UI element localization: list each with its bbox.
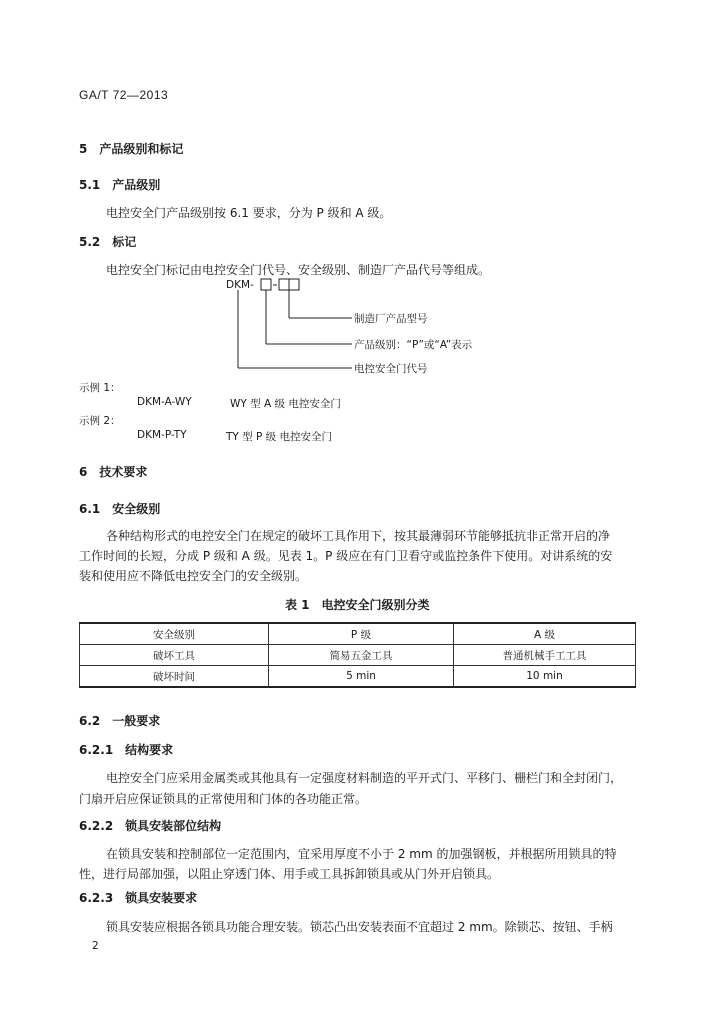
section-5-2-text: 电控安全门标记由电控安全门代号、安全级别、制造厂产品代号等组成。 [106,263,491,277]
section-5-2-title: 5.2 标记 [79,235,137,249]
standard-number: GA/T 72—2013 [79,88,169,102]
example-1-code: DKM-A-WY [137,396,192,408]
section-6-2-1-line1: 电控安全门应采用金属类或其他具有一定强度材料制造的平开式门、平移门、栅栏门和全封闭门， [106,771,623,785]
table-cell: 破坏时间 [80,666,269,688]
table-cell: 5 min [269,666,454,688]
marking-code-prefix: DKM- [226,279,254,291]
section-6-1-line1: 各种结构形式的电控安全门在规定的破坏工具作用下，按其最薄弱环节能够抵抗非正常开启的净 [106,529,611,543]
label-manufacturer-model: 制造厂产品型号 [354,313,428,325]
table-cell: 破坏工具 [80,645,269,666]
example-1-label: 示例 1： [79,382,121,394]
section-6-1-line2: 工作时间的长短，分成 P 级和 A 级。见表 1。P 级应在有门卫看守或监控条件下使用。对讲系统的安 [79,549,613,563]
table-cell: 简易五金工具 [269,645,454,666]
section-6-2-3-line1: 锁具安装应根据各锁具功能合理安装。锁芯凸出安装表面不宜超过 2 mm。除锁芯、按钮、手柄 [106,920,613,934]
section-5-1-title: 5.1 产品级别 [79,178,161,192]
section-6-1-title: 6.1 安全级别 [79,502,161,516]
section-6-2-2-title: 6.2.2 锁具安装部位结构 [79,819,222,833]
section-6-2-2-line1: 在锁具安装和控制部位一定范围内，宜采用厚度不小于 2 mm 的加强钢板，并根据所用锁具的特 [106,847,617,861]
example-1-desc: WY 型 A 级 电控安全门 [230,398,341,410]
example-2-code: DKM-P-TY [137,429,187,441]
table-1-caption: 表 1 电控安全门级别分类 [285,598,430,612]
table-row [80,623,636,645]
table-cell: A 级 [454,623,636,645]
table-1 [79,622,636,688]
table-cell: 普通机械手工工具 [454,645,636,666]
section-6-2-1-line2: 门扇开启应保证锁具的正常使用和门体的各功能正常。 [79,792,368,806]
section-6-2-title: 6.2 一般要求 [79,714,161,728]
section-6-2-3-title: 6.2.3 锁具安装要求 [79,891,198,905]
table-cell: P 级 [269,623,454,645]
section-5-1-text: 电控安全门产品级别按 6.1 要求，分为 P 级和 A 级。 [106,206,392,220]
table-cell: 10 min [454,666,636,688]
section-6-2-1-title: 6.2.1 结构要求 [79,743,174,757]
example-2-label: 示例 2： [79,415,121,427]
table-cell: 安全级别 [80,623,269,645]
table-row [80,666,636,688]
label-product-level: 产品级别：“P”或“A”表示 [354,339,473,351]
section-6-1-line3: 装和使用应不降低电控安全门的安全级别。 [79,569,308,583]
table-row [80,645,636,666]
section-6-title: 6 技术要求 [79,465,148,479]
label-door-code: 电控安全门代号 [354,363,428,375]
example-2-desc: TY 型 P 级 电控安全门 [226,431,333,443]
page-number: 2 [92,940,99,952]
section-5-title: 5 产品级别和标记 [79,142,184,156]
section-6-2-2-line2: 性，进行局部加强，以阻止穿透门体、用手或工具拆卸锁具或从门外开启锁具。 [79,867,500,881]
